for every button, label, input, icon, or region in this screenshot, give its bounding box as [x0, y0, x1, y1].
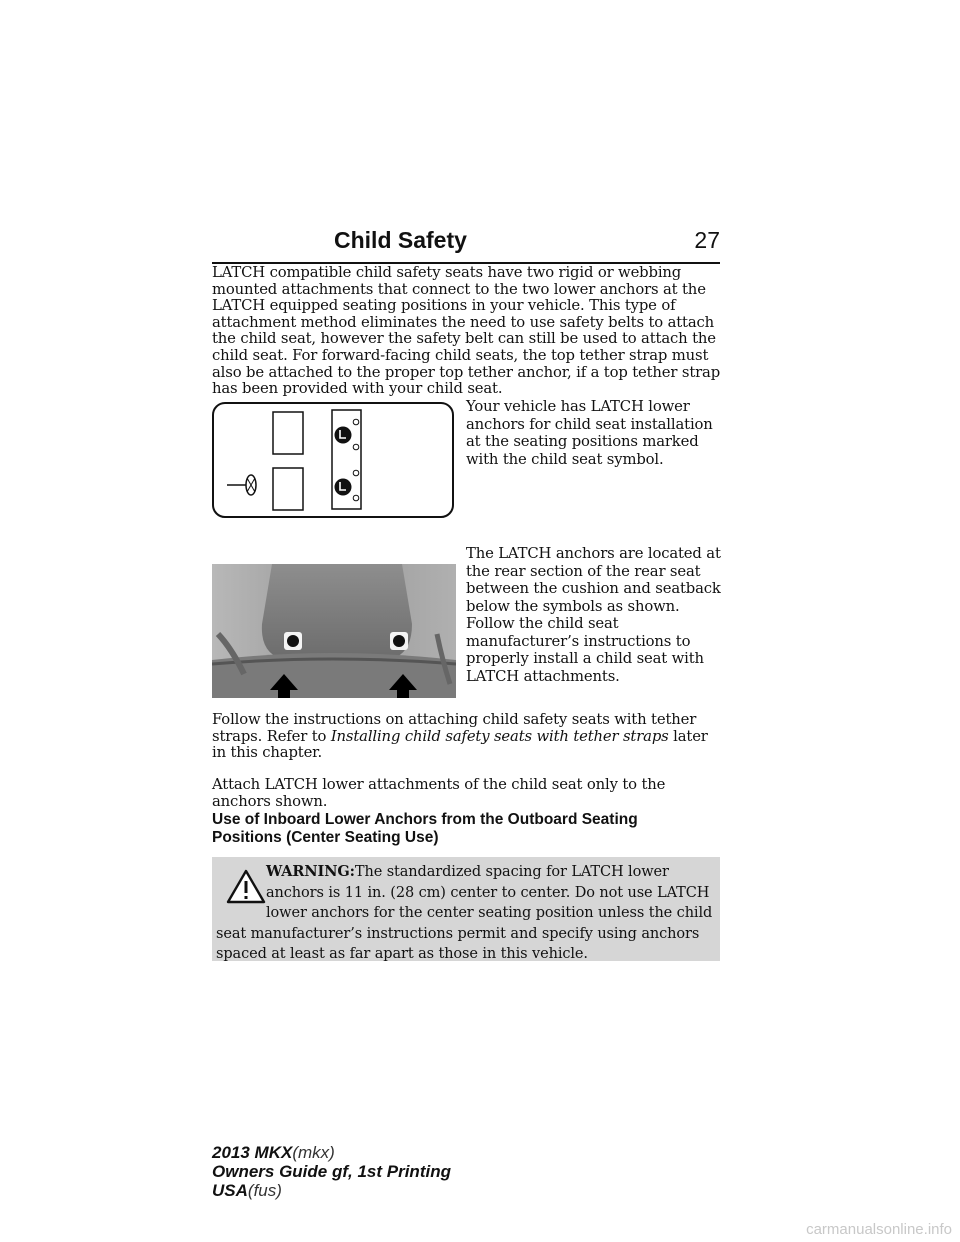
rear-seat-photo [212, 564, 456, 698]
subheading: Use of Inboard Lower Anchors from the Outboard Seating Positions (Center Seating Use) [212, 811, 638, 846]
page-footer: 2013 MKX(mkx) Owners Guide gf, 1st Printing USA(fus) [212, 1143, 451, 1200]
intro-paragraph: LATCH compatible child safety seats have two rigid or webbing mounted attachments that connect to the two lower anchors at the LATCH equipped seating positions in your vehicle. This type of attachment method eliminates the need to use safety belts to attach the child seat, however the safety belt can still be used to attach the child seat. For forward-facing child seats, the top tether strap must also be attached to the proper top tether anchor, if a top tether strap has been provided with your child seat. [212, 264, 721, 398]
page-number: 27 [694, 227, 720, 253]
watermark: carmanualsonline.info [806, 1221, 952, 1238]
photo-caption: The LATCH anchors are located at the rear section of the rear seat between the cushion and seatback below the symbols as shown. Follow the child seat manufacturer’s instructions to properly install a child seat with LATCH attachments. [466, 545, 721, 685]
diagram-caption: Your vehicle has LATCH lower anchors for child seat installation at the seating positions marked with the child seat symbol. [466, 398, 713, 468]
page-header [212, 227, 720, 261]
attach-paragraph: Attach LATCH lower attachments of the child seat only to the anchors shown. [212, 776, 666, 810]
tether-paragraph: Follow the instructions on attaching child safety seats with tether straps. Refer to Installing child safety seats with tether straps later in this chapter. [212, 711, 708, 762]
warning-label: WARNING: [266, 863, 355, 880]
warning-text: WARNING:The standardized spacing for LATCH lower anchors is 11 in. (28 cm) center to center. Do not use LATCH lower anchors for the center seating position unless the child seat manufacturer’s instructions permit and specify using anchors spaced at least as far apart as those in this vehicle. [216, 863, 713, 962]
warning-box [212, 857, 720, 961]
section-title: Child Safety [334, 227, 467, 253]
latch-seating-diagram [212, 400, 456, 520]
cross-reference: Installing child safety seats with tether straps [330, 727, 669, 745]
